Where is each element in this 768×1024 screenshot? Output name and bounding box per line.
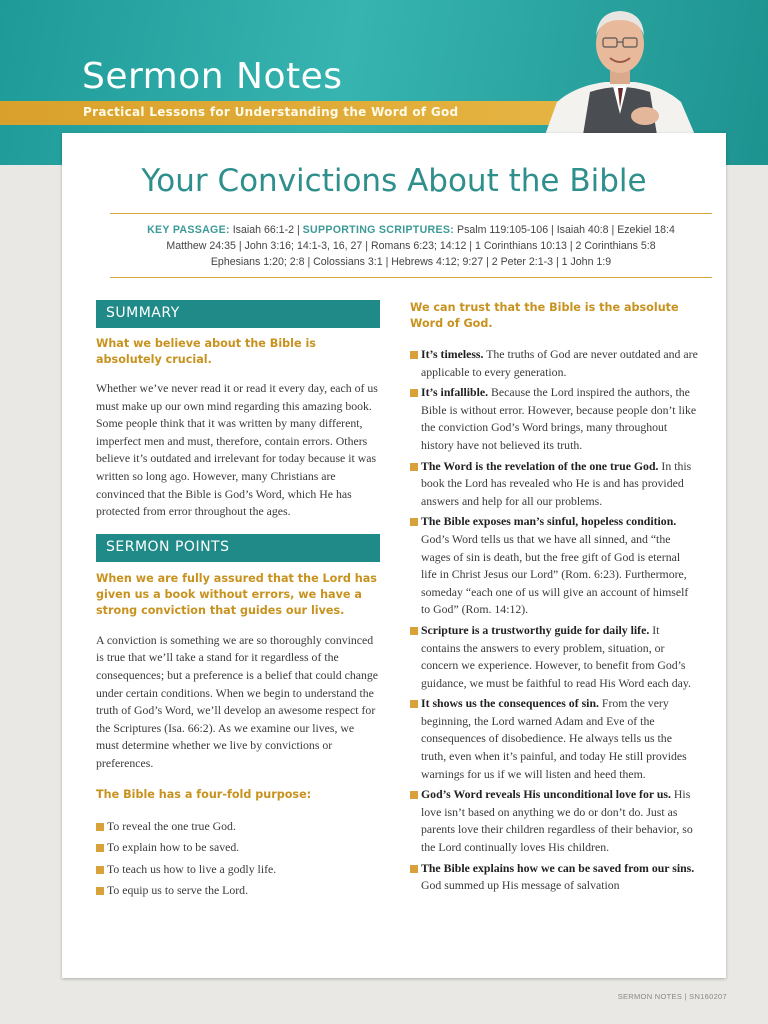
purpose-heading: The Bible has a four-fold purpose: bbox=[96, 787, 312, 801]
scripture-references bbox=[110, 222, 712, 270]
right-column bbox=[410, 300, 698, 898]
summary-body: Whether we’ve never read it or read it every day, each of us must make up our own mind regarding this amazing book. Some people think that it was written by many different, imperfect men and must, therefore, contain errors. Others believe it’s outdated and irrelevant for today because it was written so long ago. However, many Christians are convinced that the Bible is God’s Word, which He has protected from error throughout the ages. bbox=[96, 381, 378, 519]
trust-item: The Word is the revelation of the one true God. In this book the Lord has revealed who He is and has provided answers and help for all our problems. bbox=[410, 458, 698, 511]
bullet-square-icon bbox=[410, 791, 418, 799]
key-passage: Isaiah 66:1-2 bbox=[232, 224, 294, 236]
supporting-scriptures-label: SUPPORTING SCRIPTURES: bbox=[302, 224, 455, 236]
bullet-square-icon bbox=[410, 700, 418, 708]
summary-lead: What we believe about the Bible is absolutely crucial. bbox=[96, 337, 316, 366]
document-title: Your Convictions About the Bible bbox=[141, 163, 647, 199]
pastor-portrait bbox=[535, 4, 705, 135]
trust-item: The Bible explains how we can be saved from our sins. God summed up His message of salvation bbox=[410, 860, 698, 895]
key-passage-label: KEY PASSAGE: bbox=[147, 224, 230, 236]
sermon-points-heading: SERMON POINTS bbox=[96, 534, 380, 562]
title-divider-top bbox=[110, 213, 712, 214]
trust-item: It’s infallible. Because the Lord inspired the authors, the Bible is without error. However, because people don’t like the conviction God’s Word brings, many throughout history have not believed its truth. bbox=[410, 384, 698, 454]
bullet-square-icon bbox=[410, 463, 418, 471]
supporting-line-2: Matthew 24:35 | John 3:16; 14:1-3, 16, 27 | Romans 6:23; 14:12 | 1 Corinthians 10:13 | 2 Corinthians 5:8 bbox=[166, 240, 656, 252]
purpose-item: To equip us to serve the Lord. bbox=[96, 880, 380, 902]
bullet-square-icon bbox=[96, 823, 104, 831]
bullet-square-icon bbox=[410, 351, 418, 359]
trust-list bbox=[410, 346, 698, 895]
supporting-line-1: Psalm 119:105-106 | Isaiah 40:8 | Ezekiel 18:4 bbox=[457, 224, 675, 236]
bullet-square-icon bbox=[410, 389, 418, 397]
title-divider-bottom bbox=[110, 277, 712, 278]
purpose-item: To teach us how to live a godly life. bbox=[96, 859, 380, 881]
sermon-points-lead: When we are fully assured that the Lord has given us a book without errors, we have a strong conviction that guides our lives. bbox=[96, 571, 377, 617]
bullet-square-icon bbox=[410, 627, 418, 635]
trust-item: It’s timeless. The truths of God are never outdated and are applicable to every generation. bbox=[410, 346, 698, 381]
header-title: Sermon Notes bbox=[82, 56, 343, 97]
bullet-square-icon bbox=[410, 518, 418, 526]
supporting-line-3: Ephesians 1:20; 2:8 | Colossians 3:1 | Hebrews 4:12; 9:27 | 2 Peter 2:1-3 | 1 John 1:9 bbox=[210, 256, 612, 268]
bullet-square-icon bbox=[410, 865, 418, 873]
purpose-list bbox=[96, 816, 380, 902]
trust-heading: We can trust that the Bible is the absolute Word of God. bbox=[410, 301, 679, 330]
references-line-1: KEY PASSAGE: Isaiah 66:1-2 | SUPPORTING SCRIPTURES: Psalm 119:105-106 | Isaiah 40:8 | Ezekiel 18:4 bbox=[147, 224, 675, 236]
trust-item: God’s Word reveals His unconditional love for us. His love isn’t based on anything we do or don’t do. Just as parents love their children regardless of their behavior, so the Lord continually loves His children. bbox=[410, 786, 698, 856]
purpose-item: To reveal the one true God. bbox=[96, 816, 380, 838]
trust-item: Scripture is a trustworthy guide for daily life. It contains the answers to every problem, situation, or concern we experience. However, to benefit from God’s guidance, we must be faithful to read His Word each day. bbox=[410, 622, 698, 692]
footer-code: SERMON NOTES | SN160207 bbox=[617, 992, 727, 1001]
bullet-square-icon bbox=[96, 866, 104, 874]
purpose-item: To explain how to be saved. bbox=[96, 837, 380, 859]
bullet-square-icon bbox=[96, 887, 104, 895]
left-column bbox=[96, 300, 380, 902]
header-subtitle: Practical Lessons for Understanding the Word of God bbox=[83, 105, 459, 119]
sermon-points-body: A conviction is something we are so thoroughly convinced is true that we’ll take a stand for it regardless of the consequences; but a preference is a belief that could change under certain conditions. When we begin to understand the truth of God’s Word, we’ll develop an awesome respect for the Scriptures (Isa. 66:2). As we examine our lives, we must determine whether we live by convictions or preferences. bbox=[96, 632, 379, 770]
summary-heading: SUMMARY bbox=[96, 300, 380, 328]
trust-item: The Bible exposes man’s sinful, hopeless condition. God’s Word tells us that we have all sinned, and “the wages of sin is death, but the free gift of God is eternal life in Christ Jesus our Lord” (Rom. 6:23). Furthermore, someday “each one of us will give an account of himself to God” (Rom. 14:12). bbox=[410, 513, 698, 619]
bullet-square-icon bbox=[96, 844, 104, 852]
trust-item: It shows us the consequences of sin. From the very beginning, the Lord warned Adam and Eve of the consequences of disobedience. He always tells us the truth, even when it’s painful, and today He still provides warnings for us if we will listen and heed them. bbox=[410, 695, 698, 783]
